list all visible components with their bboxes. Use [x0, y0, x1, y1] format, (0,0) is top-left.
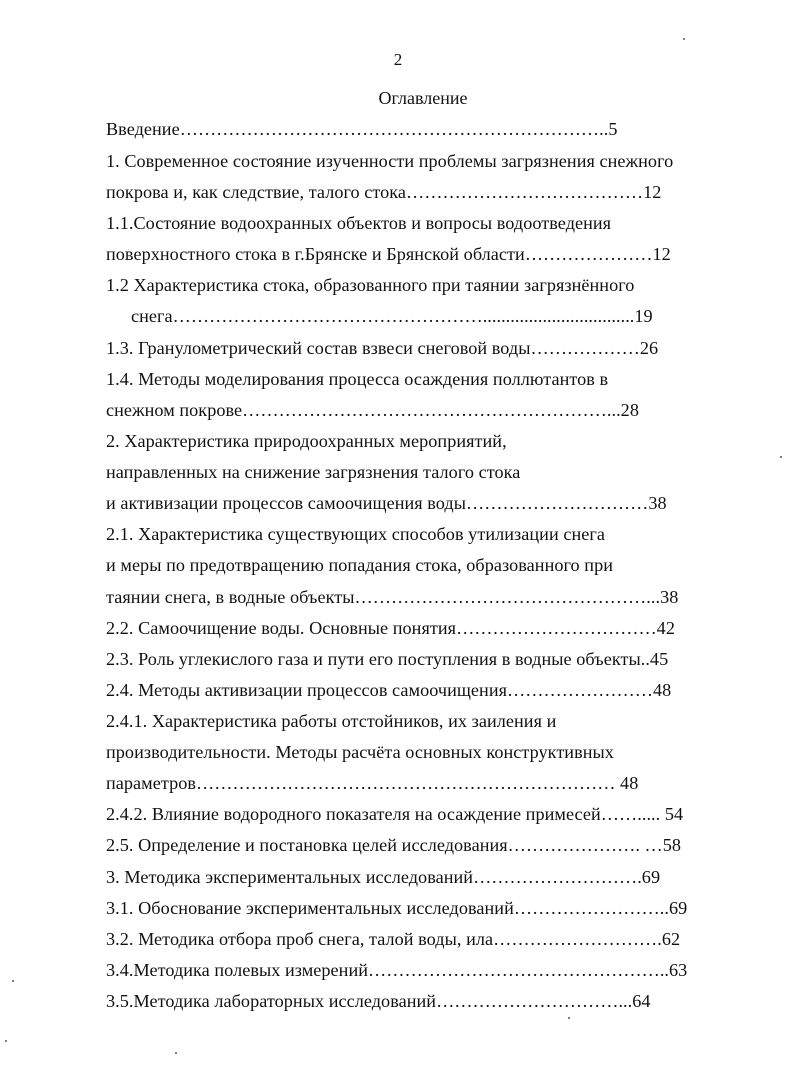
toc-line: 3. Методика экспериментальных исследований……………………….69: [106, 867, 661, 887]
toc-line: 2.2. Самоочищение воды. Основные понятия……………………………42: [106, 618, 675, 638]
toc-line: 3.1. Обоснование экспериментальных исследований……………………..69: [106, 898, 688, 918]
toc-line: 2. Характеристика природоохранных мероприятий,: [106, 431, 507, 451]
scan-speck: [568, 1017, 570, 1019]
toc-line: снежном покрове……………………………………………………...28: [106, 400, 639, 420]
toc-line: 1.4. Методы моделирования процесса осаждения поллютантов в: [106, 369, 609, 389]
scan-speck: [780, 456, 782, 458]
toc-line: 3.4.Методика полевых измерений…………………………………………..63: [106, 960, 688, 980]
page-number: 2: [393, 50, 403, 69]
toc-line: 2.4.2. Влияние водородного показателя на осаждение примесей……..... 54: [106, 804, 684, 824]
toc-line: 3.2. Методика отбора проб снега, талой воды, ила……………………….62: [106, 929, 681, 949]
scan-speck: [5, 1040, 7, 1042]
page-title: Оглавление: [378, 88, 468, 108]
toc-line: снега…………………………………………….................................19: [131, 306, 653, 326]
toc-line: 1.1.Состояние водоохранных объектов и вопросы водоотведения: [106, 213, 612, 233]
toc-line: поверхностного стока в г.Брянске и Брянской области…………………12: [106, 244, 671, 264]
toc-line: покрова и, как следствие, талого стока…………………………………12: [106, 182, 662, 202]
scan-speck: [683, 38, 685, 40]
toc-line: и активизации процессов самоочищения воды…………………………38: [106, 493, 667, 513]
scan-speck: [12, 980, 14, 982]
toc-line: 1. Современное состояние изученности проблемы загрязнения снежного: [106, 151, 674, 171]
toc-line: 2.1. Характеристика существующих способов утилизации снега: [106, 524, 605, 544]
toc-line: 2.3. Роль углекислого газа и пути его поступления в водные объекты..45: [106, 649, 669, 669]
toc-line-introduction: Введение……………………………………………………………..5: [106, 119, 618, 139]
toc-line: направленных на снижение загрязнения талого стока: [106, 462, 521, 482]
toc-line: 2.4. Методы активизации процессов самоочищения……………………48: [106, 680, 672, 700]
scan-speck: [175, 1052, 177, 1054]
toc-line: параметров…………………………………………………………… 48: [106, 773, 639, 793]
toc-line: и меры по предотвращению попадания стока, образованного при: [106, 555, 614, 575]
toc-line: производительности. Методы расчёта основных конструктивных: [106, 742, 614, 762]
toc-line: 3.5.Методика лабораторных исследований…………………………...64: [106, 991, 651, 1011]
toc-line: 1.3. Гранулометрический состав взвеси снеговой воды………………26: [106, 338, 659, 358]
toc-line: 2.4.1. Характеристика работы отстойников, их заиления и: [106, 711, 557, 731]
toc-line: 1.2 Характеристика стока, образованного при таянии загрязнённого: [106, 275, 635, 295]
toc-line: таянии снега, в водные объекты…………………………………………...38: [106, 587, 679, 607]
toc-line: 2.5. Определение и постановка целей исследования…………………. …58: [106, 835, 682, 855]
